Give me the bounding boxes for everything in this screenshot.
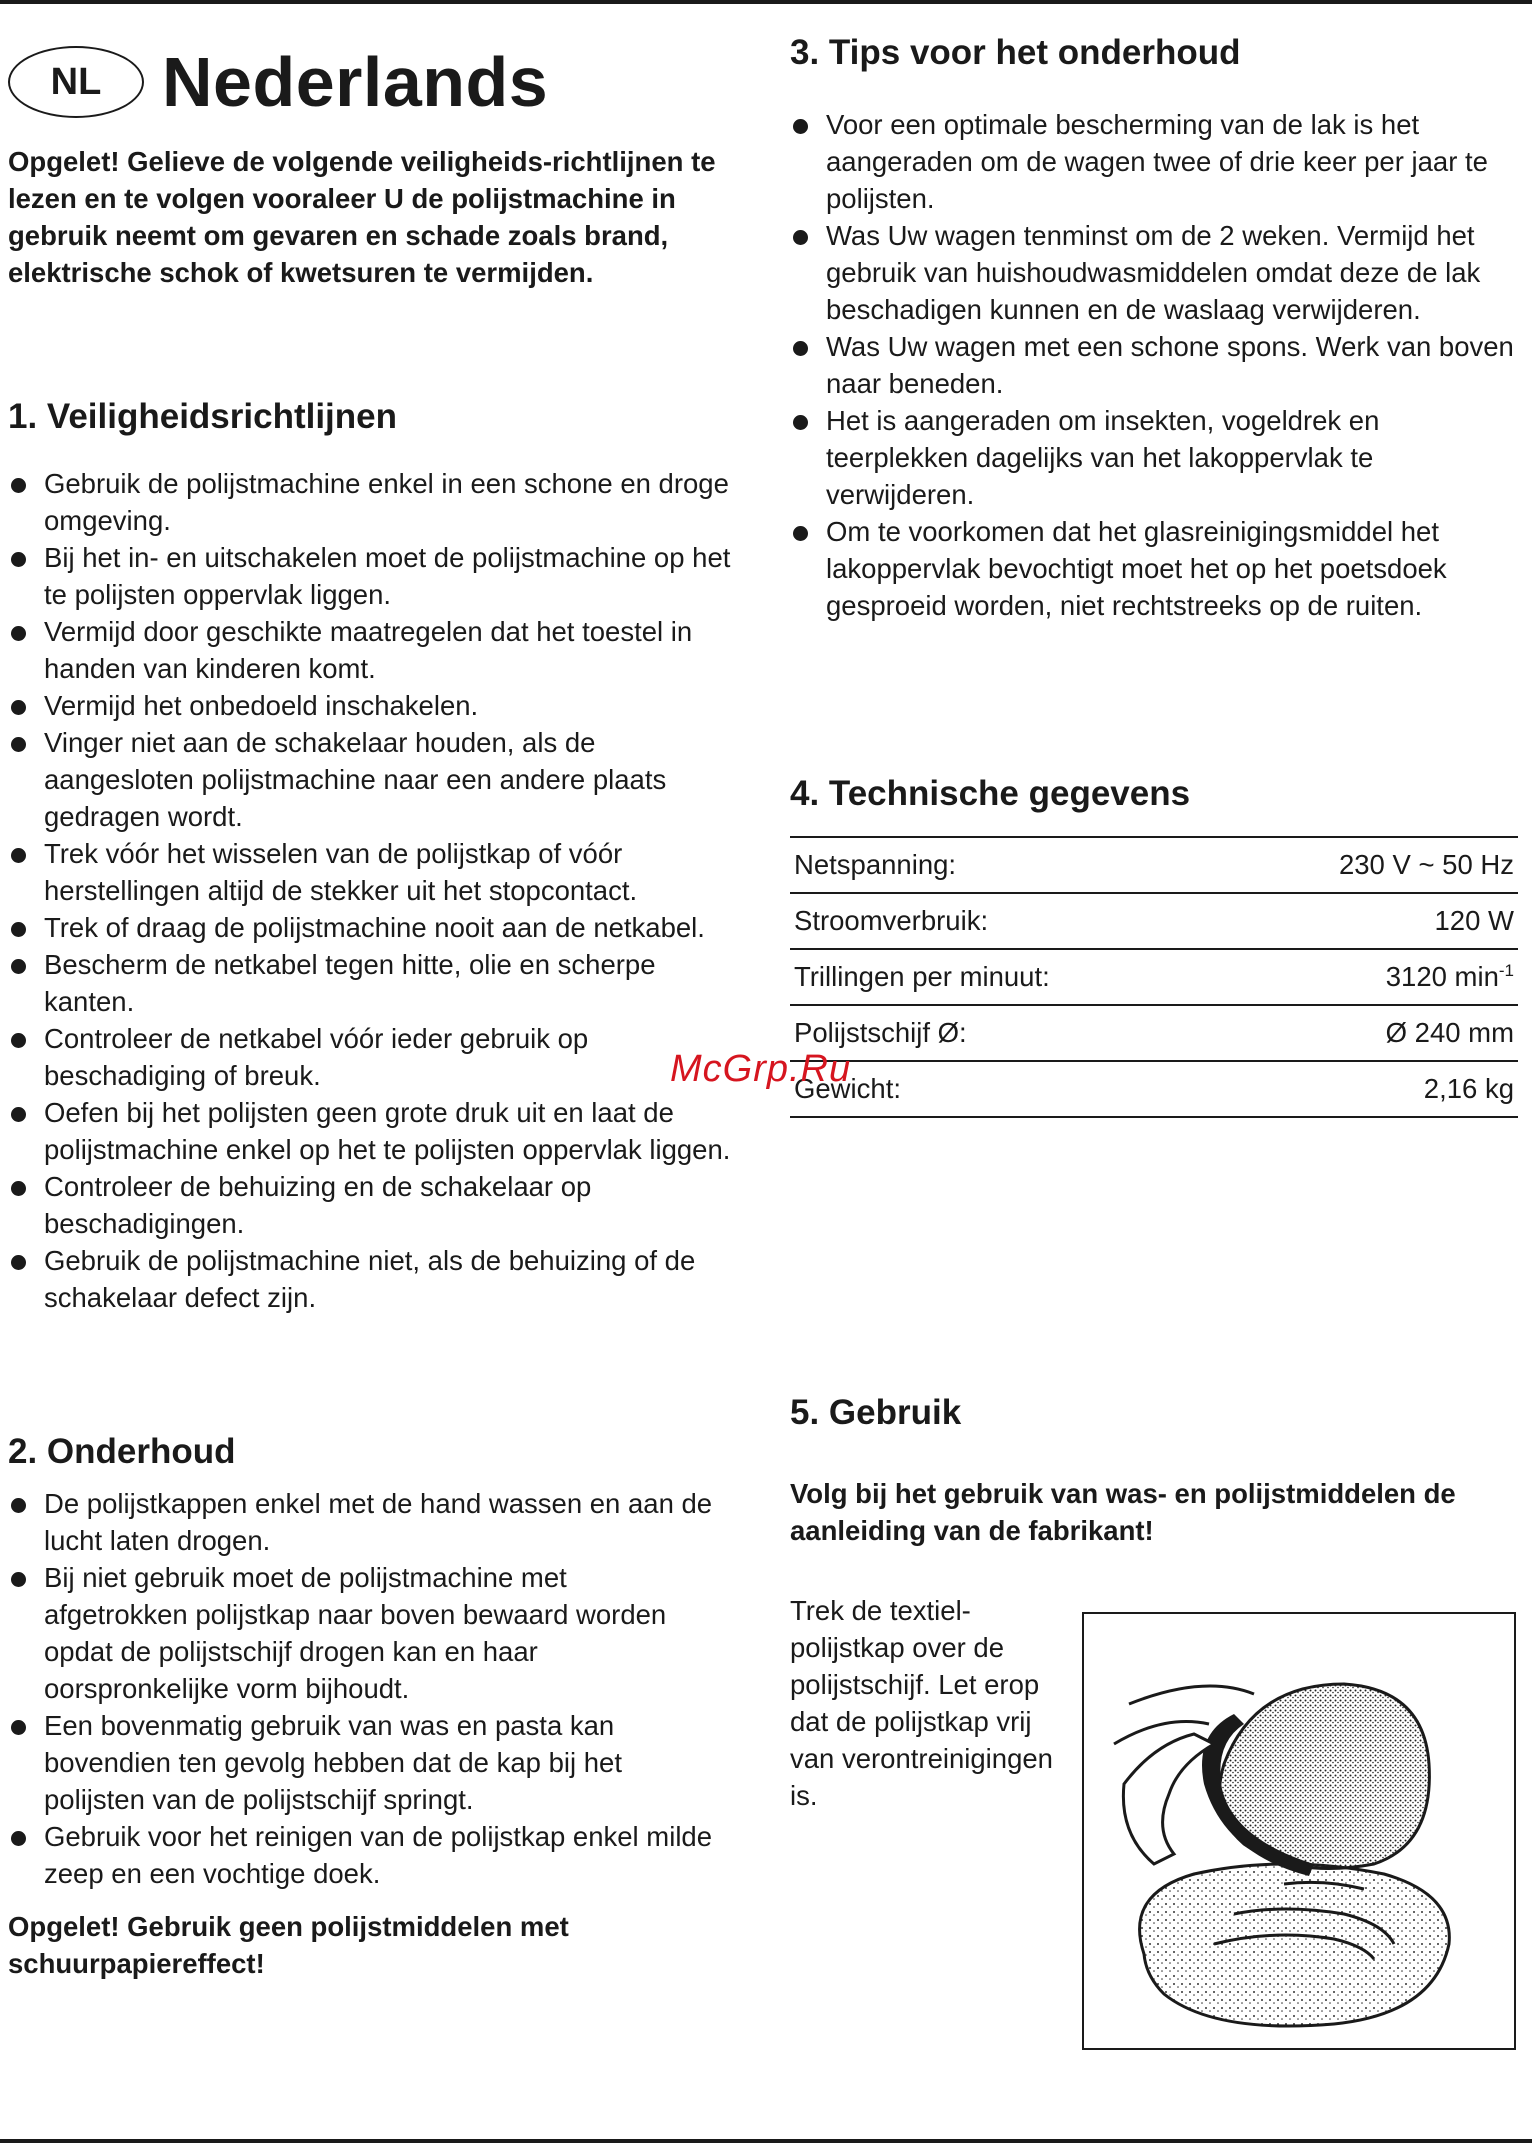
language-code-badge: NL (8, 46, 144, 118)
table-row (790, 1061, 1518, 1117)
list-item: Vermijd het onbedoeld inschakelen. (8, 687, 738, 724)
spec-label: Trillingen per minuut: (790, 949, 1220, 1005)
spec-value (1220, 949, 1518, 1005)
specs-table (790, 836, 1518, 1118)
list-item: Gebruik de polijstmachine niet, als de behuizing of de schakelaar defect zijn. (8, 1242, 738, 1316)
spec-label: Gewicht: (790, 1061, 1220, 1117)
list-item: Bij het in- en uitschakelen moet de polijstmachine op het te polijsten oppervlak liggen. (8, 539, 738, 613)
section-3-title: 3. Tips voor het onderhoud (790, 33, 1241, 72)
right-column (790, 0, 1520, 2100)
spec-value-exponent: -1 (1498, 960, 1514, 980)
section-5-title: 5. Gebruik (790, 1393, 962, 1432)
list-item: Trek vóór het wisselen van de polijstkap of vóór herstellingen altijd de stekker uit het stopcontact. (8, 835, 738, 909)
list-item: Gebruik de polijstmachine enkel in een schone en droge omgeving. (8, 465, 738, 539)
list-item: Voor een optimale bescherming van de lak is het aangeraden om de wagen twee of drie keer per jaar te polijsten. (790, 106, 1520, 217)
watermark: McGrp.Ru (670, 1048, 852, 1090)
section-1-title: 1. Veiligheidsrichtlijnen (8, 397, 397, 436)
spec-value: Ø 240 mm (1220, 1005, 1518, 1061)
list-item: Om te voorkomen dat het glasreinigingsmiddel het lakoppervlak bevochtigt moet het op het poetsdoek gesproeid worden, niet rechtstreeks op de ruiten. (790, 513, 1520, 624)
spec-value: 230 V ~ 50 Hz (1220, 837, 1518, 893)
list-item: Bescherm de netkabel tegen hitte, olie en scherpe kanten. (8, 946, 738, 1020)
list-item: Een bovenmatig gebruik van was en pasta kan bovendien ten gevolg hebben dat de kap bij het polijsten van de polijstschijf springt. (8, 1707, 718, 1818)
spec-value-text: 3120 min (1385, 961, 1499, 993)
list-item: Gebruik voor het reinigen van de polijstkap enkel milde zeep en een vochtige doek. (8, 1818, 718, 1892)
language-title: Nederlands (162, 43, 549, 121)
table-row (790, 837, 1518, 893)
section-4-title: 4. Technische gegevens (790, 774, 1191, 813)
section-2-title: 2. Onderhoud (8, 1432, 236, 1471)
safety-list (8, 465, 738, 1316)
language-header (8, 42, 548, 122)
left-column (8, 0, 743, 2100)
table-row (790, 1005, 1518, 1061)
list-item: De polijstkappen enkel met de hand wassen en aan de lucht laten drogen. (8, 1485, 718, 1559)
maintenance-list (8, 1485, 718, 1892)
spec-label: Polijstschijf Ø: (790, 1005, 1220, 1061)
list-item: Controleer de netkabel vóór ieder gebruik op beschadiging of breuk. (8, 1020, 738, 1094)
spec-value: 120 W (1220, 893, 1518, 949)
bottom-rule (0, 2139, 1532, 2143)
care-tips-list (790, 106, 1520, 624)
list-item: Vinger niet aan de schakelaar houden, als de aangesloten polijstmachine naar een andere plaats gedragen wordt. (8, 724, 738, 835)
list-item: Was Uw wagen met een schone spons. Werk van boven naar beneden. (790, 328, 1520, 402)
list-item: Controleer de behuizing en de schakelaar op beschadigingen. (8, 1168, 738, 1242)
table-row (790, 893, 1518, 949)
polisher-drawing (1084, 1614, 1514, 2048)
spec-label: Stroomverbruik: (790, 893, 1220, 949)
usage-text: Trek de textiel-polijstkap over de polijstschijf. Let erop dat de polijstkap vrij van verontreinigingen is. (790, 1595, 1053, 1811)
list-item: Trek of draag de polijstmachine nooit aan de netkabel. (8, 909, 738, 946)
maintenance-warning: Opgelet! Gebruik geen polijstmiddelen met schuurpapiereffect! (8, 1911, 569, 1979)
list-item: Bij niet gebruik moet de polijstmachine met afgetrokken polijstkap naar boven bewaard worden opdat de polijstschijf drogen kan en haar oorspronkelijke vorm bijhoudt. (8, 1559, 718, 1707)
intro-warning: Opgelet! Gelieve de volgende veiligheids-richtlijnen te lezen en te volgen vooraleer U de polijstmachine in gebruik neemt om gevaren en schade zoals brand, elektrische schok of kwetsuren te vermijden. (8, 146, 716, 288)
list-item: Het is aangeraden om insekten, vogeldrek en teerplekken dagelijks van het lakoppervlak te verwijderen. (790, 402, 1520, 513)
polishing-cap-illustration (1082, 1612, 1516, 2050)
spec-label: Netspanning: (790, 837, 1220, 893)
usage-warning: Volg bij het gebruik van was- en polijstmiddelen de aanleiding van de fabrikant! (790, 1478, 1456, 1546)
list-item: Was Uw wagen tenminst om de 2 weken. Vermijd het gebruik van huishoudwasmiddelen omdat deze de lak beschadigen kunnen en de waslaag verwijderen. (790, 217, 1520, 328)
table-row (790, 949, 1518, 1005)
spec-value: 2,16 kg (1220, 1061, 1518, 1117)
list-item: Vermijd door geschikte maatregelen dat het toestel in handen van kinderen komt. (8, 613, 738, 687)
list-item: Oefen bij het polijsten geen grote druk uit en laat de polijstmachine enkel op het te polijsten oppervlak liggen. (8, 1094, 738, 1168)
